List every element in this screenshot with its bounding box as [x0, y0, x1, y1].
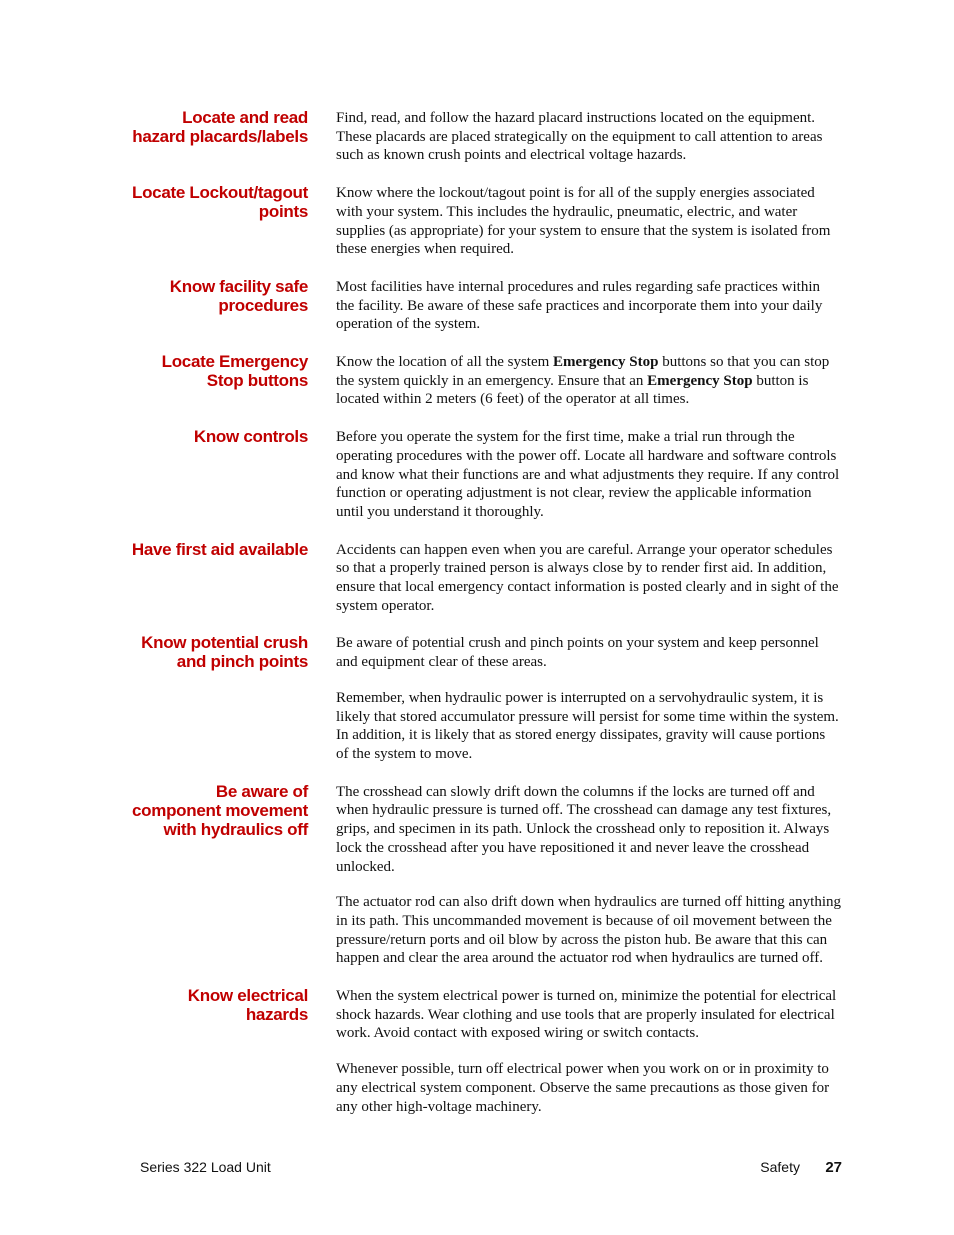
paragraph-text: Remember, when hydraulic power is interrupted on a servohydraulic system, it is likely that stored accumulator pressure will persist for some time within the system. In addition, it is likely that as stored energy dissipates, gravity will cause portions of the system to move. — [336, 689, 839, 762]
safety-section — [0, 351, 954, 409]
paragraph-text: The actuator rod can also drift down when hydraulics are turned off hitting anything in its path. This uncommanded movement is because of oil movement between the pressure/return ports and oil blow by across the piston hub. Be aware that this can happen and clear the area around the actuator rod when hydraulics are turned off. — [336, 894, 841, 967]
safety-section — [0, 781, 954, 968]
page-number: 27 — [825, 1159, 842, 1176]
section-heading: Know controls — [193, 427, 308, 447]
body-paragraph — [336, 182, 841, 259]
paragraph-text: Whenever possible, turn off electrical power when you work on or in proximity to any electrical system component. Observe the same precautions as those given for any other high-voltage machinery. — [336, 1061, 830, 1115]
emphasis-text: Emergency Stop — [553, 354, 659, 371]
section-heading: Have first aid available — [131, 539, 308, 559]
safety-section — [0, 539, 954, 616]
body-paragraph — [336, 687, 841, 764]
body-paragraph — [336, 891, 841, 968]
body-paragraph — [336, 426, 841, 522]
body-paragraph — [336, 539, 841, 616]
section-body — [336, 107, 841, 165]
section-heading: Be aware of component movement with hydraulics off — [132, 781, 308, 839]
emphasis-text: Emergency Stop — [647, 372, 753, 389]
paragraph-text: Know where the lockout/tagout point is for all of the supply energies associated with your system. This includes the hydraulic, pneumatic, electric, and water supplies (as appropriate) for your system to ensure that the system is isolated from these energies when required. — [336, 185, 831, 258]
section-body — [336, 426, 841, 522]
body-paragraph — [336, 351, 841, 409]
paragraph-text: Most facilities have internal procedures and rules regarding safe practices within the facility. Be aware of these safe practices and incorporate them into your daily operation of the system. — [336, 278, 823, 333]
section-heading: Locate Emergency Stop buttons — [161, 352, 308, 391]
paragraph-text: button is located within 2 meters (6 feet) of the operator at all times. — [336, 372, 809, 408]
section-heading: Locate Lockout/tagout points — [132, 183, 308, 222]
footer-document-title: Series 322 Load Unit — [140, 1159, 271, 1175]
body-paragraph — [336, 276, 841, 334]
paragraph-text: buttons so that you can stop the system quickly in an emergency. Ensure that an — [336, 354, 830, 389]
paragraph-text: When the system electrical power is turned on, minimize the potential for electrical shock hazards. Wear clothing and use tools that are properly insulated for electrical work. Avoid contact with exposed wiring or switch contacts. — [336, 988, 837, 1042]
body-paragraph — [336, 1058, 841, 1116]
paragraph-text: Find, read, and follow the hazard placard instructions located on the equipment. These placards are placed strategically on the equipment to call attention to areas such as known crush points and electrical voltage hazards. — [336, 110, 823, 164]
section-body — [336, 539, 841, 616]
safety-section — [0, 182, 954, 259]
paragraph-text: Know the location of all the system — [336, 354, 554, 371]
paragraph-text: The crosshead can slowly drift down the columns if the locks are turned off and when hydraulic pressure is turned off. The crosshead can damage any test fixtures, grips, and specimen in its path. Unlock the crosshead only to reposition it. Always lock the crosshead after you have repositioned it and never leave the crosshead unlocked. — [336, 783, 832, 875]
safety-section — [0, 985, 954, 1116]
section-heading: Know facility safe procedures — [169, 276, 308, 315]
paragraph-text: Before you operate the system for the first time, make a trial run through the operating procedures with the power off. Locate all hardware and software controls and know what their functions are and what adjustments they require. If any control function or operating adjustment is not clear, review the applicable information until you understand it thoroughly. — [336, 429, 840, 520]
section-body — [336, 351, 841, 409]
section-heading: Know electrical hazards — [187, 986, 308, 1025]
safety-section — [0, 632, 954, 763]
section-heading: Know potential crush and pinch points — [141, 633, 308, 672]
paragraph-text: Be aware of potential crush and pinch points on your system and keep personnel and equipment clear of these areas. — [336, 635, 819, 671]
safety-section — [0, 107, 954, 165]
section-heading: Locate and read hazard placards/labels — [132, 108, 308, 146]
paragraph-text: Accidents can happen even when you are careful. Arrange your operator schedules so that a properly trained person is always close by to render first aid. In addition, ensure that local emergency contact information is posted clearly and in sight of the system operator. — [336, 541, 839, 614]
section-body — [336, 985, 841, 1116]
section-body — [336, 276, 841, 334]
section-body — [336, 781, 841, 968]
section-body — [336, 182, 841, 259]
safety-sections — [0, 107, 954, 1133]
page-footer — [140, 1159, 842, 1179]
footer-section-name: Safety — [760, 1159, 800, 1175]
section-body — [336, 632, 841, 763]
body-paragraph — [336, 985, 841, 1043]
safety-section — [0, 426, 954, 522]
safety-section — [0, 276, 954, 334]
body-paragraph — [336, 107, 841, 165]
body-paragraph — [336, 632, 841, 671]
body-paragraph — [336, 781, 841, 877]
